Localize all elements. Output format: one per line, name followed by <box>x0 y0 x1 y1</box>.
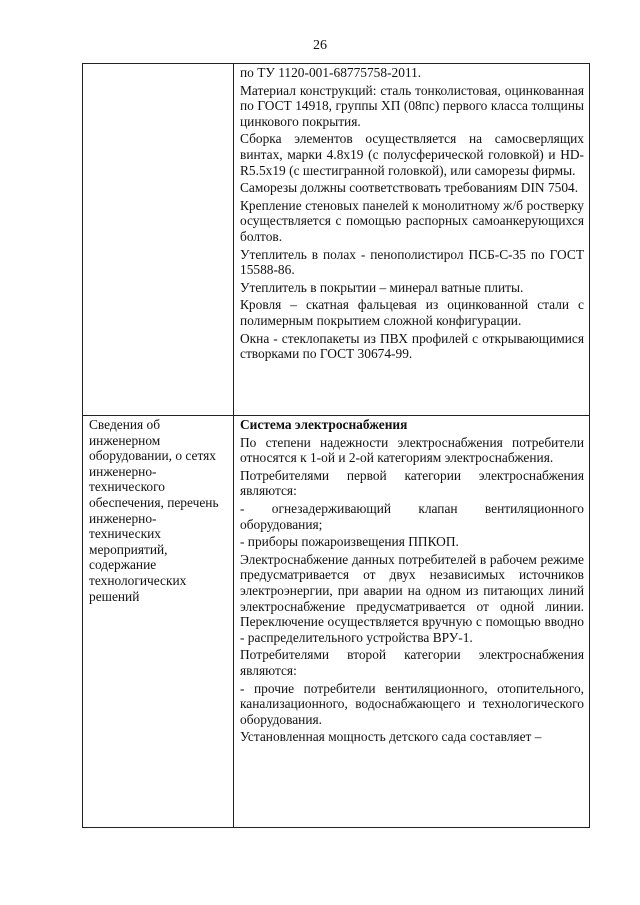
paragraph: Электроснабжение данных потребителей в рабочем режиме предусматривается от двух независимых источников электроэнергии, при аварии на одном из питающих линий электроснабжение предусматривается от одной линии. Переключение осуществляется вручную с помощью вводно - распределительного устройства ВРУ-1. <box>240 551 584 645</box>
document-table <box>82 63 590 828</box>
table-cell-left <box>83 416 234 828</box>
table-cell-right <box>234 416 590 828</box>
paragraph: Кровля – скатная фальцевая из оцинкованной стали с полимерным покрытием сложной конфигурации. <box>240 297 584 328</box>
paragraph: Сборка элементов осуществляется на самосверлящих винтах, марки 4.8х19 (с полусферической головкой) и HD-R5.5x19 (с шестигранной головкой), или саморезы фирмы. <box>240 131 584 178</box>
paragraph: - прочие потребители вентиляционного, отопительного, канализационного, водоснабжающего и технологического оборудования. <box>240 680 584 727</box>
table-cell-right <box>234 64 590 416</box>
paragraph: Потребителями второй категории электроснабжения являются: <box>240 647 584 678</box>
paragraph: Материал конструкций: сталь тонколистовая, оцинкованная по ГОСТ 14918, группы ХП (08пс) первого класса толщины цинкового покрытия. <box>240 82 584 129</box>
paragraph: - приборы пожароизвещения ППКОП. <box>240 534 459 550</box>
paragraph: Саморезы должны соответствовать требованиям DIN 7504. <box>240 180 579 196</box>
paragraph: Установленная мощность детского сада составляет – <box>240 729 542 745</box>
paragraph: по ТУ 1120-001-68775758-2011. <box>240 65 422 80</box>
paragraph: Утеплитель в покрытии – минерал ватные плиты. <box>240 279 524 295</box>
paragraph: По степени надежности электроснабжения потребители относятся к 1-ой и 2-ой категориям электроснабжения. <box>240 434 584 466</box>
table-row <box>83 416 590 828</box>
page-number: 26 <box>313 38 327 53</box>
paragraph: Окна - стеклопакеты из ПВХ профилей с открывающимися створками по ГОСТ 30674-99. <box>240 330 584 362</box>
paragraph: Утеплитель в полах - пенополистирол ПСБ-С-35 по ГОСТ 15588-86. <box>240 246 584 278</box>
section-label: Сведения об инженерном оборудовании, о сетях инженерно-технического обеспечения, перечень инженерно-технических мероприятий, содержание технологических решений <box>89 417 219 604</box>
paragraph: - огнезадерживающий клапан вентиляционного оборудования; <box>240 500 584 532</box>
section-heading: Система электроснабжения <box>240 417 408 432</box>
table-row <box>83 64 590 416</box>
paragraph: Потребителями первой категории электроснабжения являются: <box>240 467 584 499</box>
table-cell-left <box>83 64 234 416</box>
paragraph: Крепление стеновых панелей к монолитному ж/б ростверку осуществляется с помощью распорных самоанкерующихся болтов. <box>240 197 584 244</box>
